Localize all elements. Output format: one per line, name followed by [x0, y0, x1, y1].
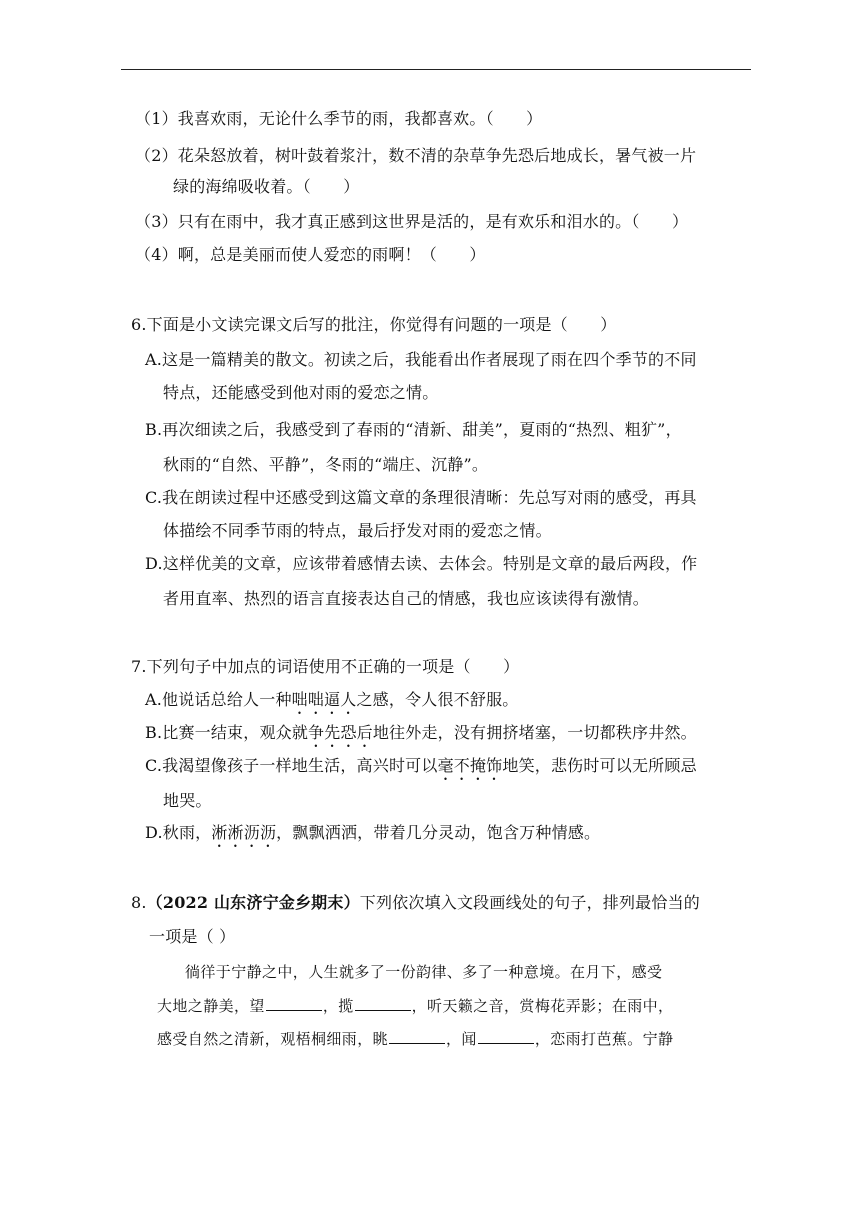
dotted-word: 毫不掩饰 [437, 756, 503, 775]
q8-stem [131, 892, 700, 914]
passage-text: ，恋雨打芭蕉。宁静 [534, 1030, 674, 1048]
sub-item-number: （2） [135, 146, 178, 165]
sub-item-4 [135, 244, 486, 266]
sub-item-3 [135, 211, 688, 233]
q8-passage-line-3 [157, 1027, 673, 1050]
dotted-word: 咄咄逼人 [291, 690, 357, 709]
sub-item-number: （1） [135, 109, 178, 128]
passage-text: ，揽 [322, 997, 354, 1015]
question-text: 下列依次填入文段画线处的句子，排列最恰当的 [359, 893, 700, 912]
q8-passage-line-2 [157, 994, 673, 1017]
option-text: B.比赛一结束，观众就 [145, 723, 309, 742]
sub-item-text: 绿的海绵吸收着。（ ） [173, 177, 360, 196]
option-text: 之感，令人很不舒服。 [356, 690, 519, 709]
passage-text: 感受自然之清新，观梧桐细雨，眺 [157, 1030, 389, 1048]
sub-item-text: 我喜欢雨，无论什么季节的雨，我都喜欢。（ ） [177, 109, 543, 128]
option-text: 地笑，悲伤时可以无所顾忌 [502, 756, 697, 775]
sub-item-text: 啊，总是美丽而使人爱恋的雨啊！（ ） [177, 245, 486, 264]
sub-item-2-cont [173, 176, 359, 198]
option-text: A.他说话总给人一种 [145, 690, 292, 709]
sub-item-text: 只有在雨中，我才真正感到这世界是活的，是有欢乐和泪水的。（ ） [177, 212, 689, 231]
option-text: D.秋雨， [145, 823, 212, 842]
q6-option-d: D.这样优美的文章，应该带着感情去读、去体会。特别是文章的最后两段，作 [145, 554, 698, 573]
q7-option-d [145, 822, 600, 851]
q6-option-b: B.再次细读之后，我感受到了春雨的“清新、甜美”，夏雨的“热烈、粗犷”， [145, 420, 682, 439]
question-number: 8. [131, 893, 147, 912]
dotted-word: 争先恐后 [308, 723, 373, 742]
q6-stem: 6.下面是小文读完课文后写的批注，你觉得有问题的一项是（ ） [131, 315, 617, 334]
answer-blank [266, 994, 322, 1011]
q6-option-c-cont: 体描绘不同季节雨的特点，最后抒发对雨的爱恋之情。 [163, 521, 552, 540]
sub-item-number: （3） [135, 212, 178, 231]
q7-option-b [145, 722, 697, 751]
q6-option-d-cont: 者用直率、热烈的语言直接表达自己的情感，我也应该读得有激情。 [163, 589, 650, 608]
q6-option-a: A.这是一篇精美的散文。初读之后，我能看出作者展现了雨在四个季节的不同 [145, 350, 697, 369]
option-text: ，飘飘洒洒，带着几分灵动，饱含万种情感。 [276, 823, 601, 842]
answer-blank [478, 1027, 534, 1044]
sub-item-1 [135, 108, 542, 130]
answer-blank [355, 994, 411, 1011]
option-text: C.我渴望像孩子一样地生活，高兴时可以 [145, 756, 438, 775]
option-text: 地往外走，没有拥挤堵塞，一切都秩序井然。 [372, 723, 697, 742]
header-rule [121, 69, 751, 70]
passage-text: ，闻 [446, 1030, 477, 1048]
dotted-word: 淅淅沥沥 [211, 823, 277, 842]
question-source: （2022 山东济宁金乡期末） [146, 893, 360, 912]
q8-passage-line-1: 徜徉于宁静之中，人生就多了一份韵律、多了一种意境。在月下，感受 [185, 963, 663, 981]
sub-item-text: 花朵怒放着，树叶鼓着浆汁，数不清的杂草争先恐后地成长，暑气被一片 [177, 146, 697, 165]
sub-item-2 [135, 145, 696, 167]
q8-stem-cont: 一项是（ ） [149, 927, 236, 946]
q7-option-c [145, 755, 697, 784]
passage-text: 大地之静美，望 [157, 997, 265, 1015]
q7-stem: 7.下列句子中加点的词语使用不正确的一项是（ ） [131, 657, 520, 676]
q6-option-b-cont: 秋雨的“自然、平静”，冬雨的“端庄、沉静”。 [163, 455, 489, 474]
q6-option-c: C.我在朗读过程中还感受到这篇文章的条理很清晰：先总写对雨的感受，再具 [145, 488, 697, 507]
answer-blank [389, 1027, 445, 1044]
passage-text: ，听天籁之音，赏梅花弄影；在雨中， [411, 997, 674, 1015]
q7-option-c-cont: 地哭。 [163, 791, 212, 810]
q6-option-a-cont: 特点，还能感受到他对雨的爱恋之情。 [163, 383, 439, 402]
q7-option-a [145, 689, 518, 718]
sub-item-number: （4） [135, 245, 178, 264]
